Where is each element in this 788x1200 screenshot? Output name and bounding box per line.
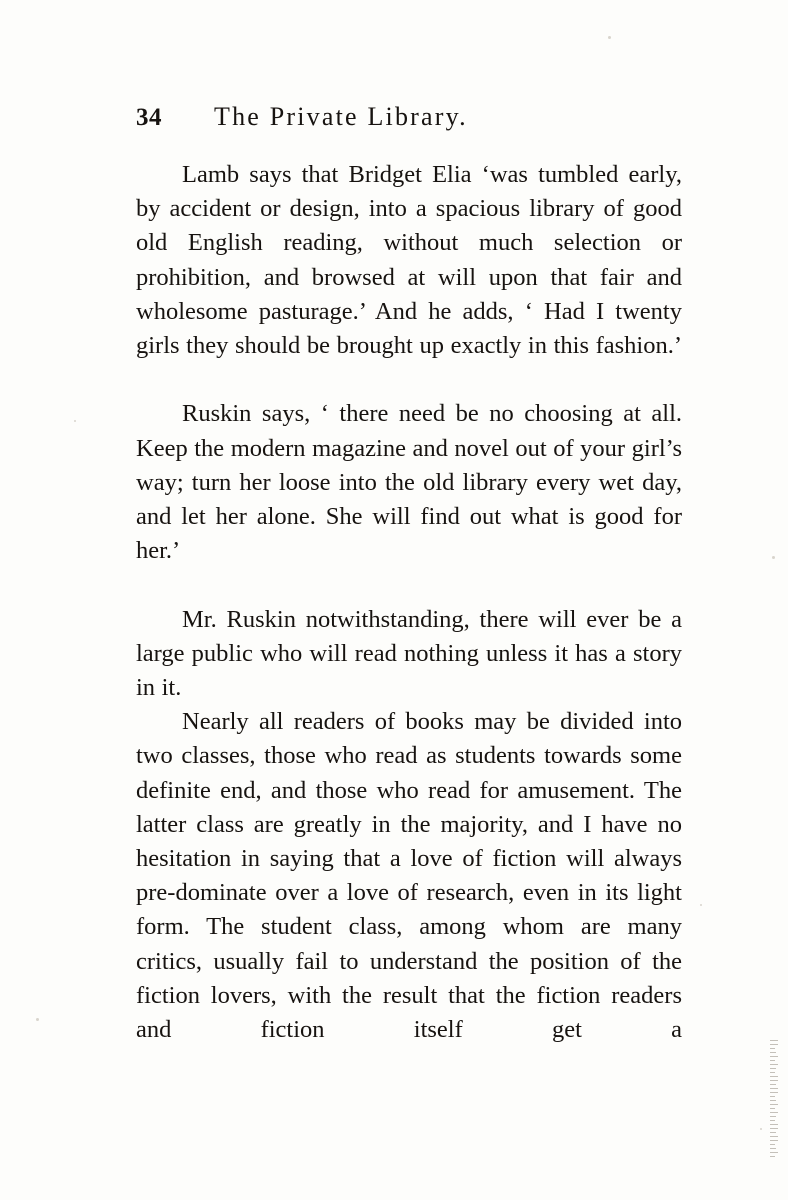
scan-speck [74,420,76,422]
scan-speck [760,1128,762,1130]
scan-speck [608,36,611,39]
page-header [136,100,682,132]
body-paragraph: Mr. Ruskin notwithstanding, there will ever be a large public who will read nothing unless it has a story in it. [136,605,682,702]
body-paragraph: Lamb says that Bridget Elia ‘was tumbled early, by accident or design, into a spacious library of good old English reading, without much selection or prohibition, and browsed at will upon that fair and wholesome pasturage.’ And he adds, ‘ Had I twenty girls they should be brought up exactly in this fashion.’ [136,161,682,360]
page-text-block [136,100,682,1081]
scan-edge-artifact [770,1040,778,1180]
scan-speck [36,1018,39,1021]
body-paragraph: Nearly all readers of books may be divided into two classes, those who read as students towards some definite end, and those who read for amusement. The latter class are greatly in the majority, and I have no hesitation in saying that a love of fiction will always pre-dominate over a love of research, even in its light form. The student class, among whom are many critics, usually fail to understand the position of the fiction lovers, with the result that the fiction readers and fiction itself get a [136,708,682,1044]
scan-speck [700,904,702,906]
scan-speck [772,556,775,559]
body-paragraph: Ruskin says, ‘ there need be no choosing at all. Keep the modern magazine and novel out of your girl’s way; turn her loose into the old library every wet day, and let her alone. She will find out what is good for her.’ [136,400,682,565]
running-title: The Private Library. [214,102,468,131]
page-number: 34 [136,104,162,131]
